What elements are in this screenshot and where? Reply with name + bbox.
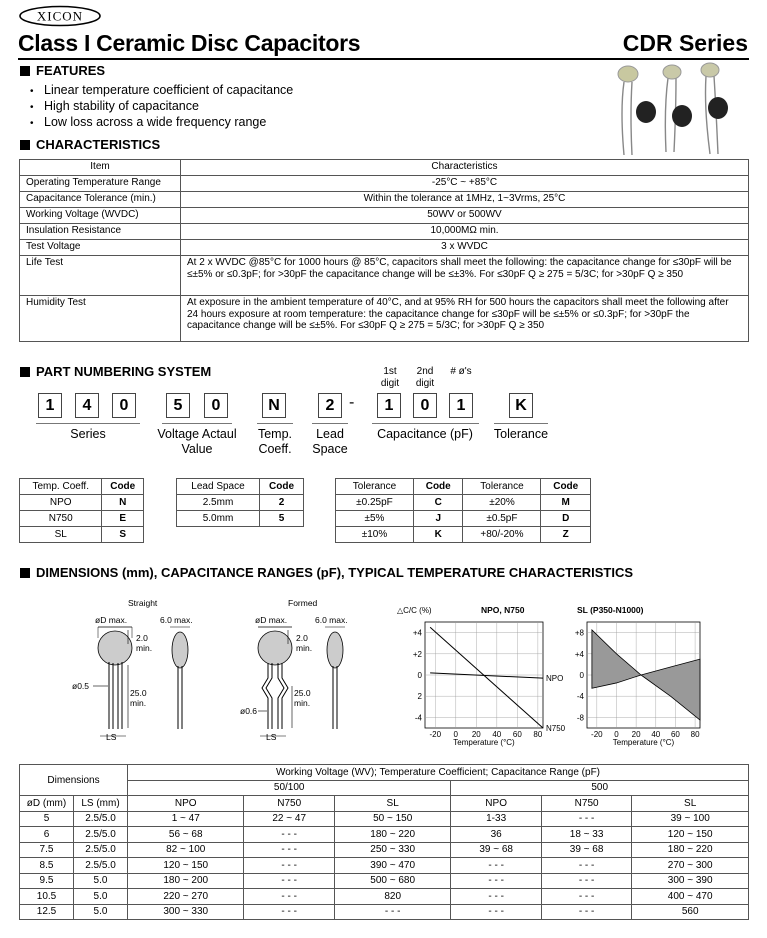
table-cell: - - - <box>541 904 631 920</box>
pn-underline <box>257 423 293 424</box>
digit-header-2nd: 2nd digit <box>415 366 435 389</box>
svg-text:LS: LS <box>266 732 277 742</box>
col-item: Item <box>20 160 181 176</box>
y-tick-label: +4 <box>574 649 584 659</box>
svg-text:min.: min. <box>296 643 313 653</box>
features-list <box>30 82 293 130</box>
dimensions-heading: DIMENSIONS (mm), CAPACITANCE RANGES (pF), TYPICAL TEMPERATURE CHARACTERISTICS <box>20 565 633 580</box>
table-cell: - - - <box>244 842 334 858</box>
table-cell: - - - <box>244 873 334 889</box>
y-tick-label: +4 <box>412 628 422 638</box>
pn-digit: 1 <box>38 393 62 418</box>
y-tick-label: +8 <box>574 628 584 638</box>
table-row: Working Voltage (WVDC) 50WV or 500WV <box>20 208 749 224</box>
table-row <box>20 811 749 827</box>
series-title: CDR Series <box>622 30 748 56</box>
table-cell: - - - <box>541 811 631 827</box>
pn-digit: 0 <box>112 393 136 418</box>
wv-header: Working Voltage (WV); Temperature Coefficient; Capacitance Range (pF) <box>128 765 749 781</box>
svg-text:min.: min. <box>294 698 311 708</box>
tolerance-code-table: Tolerance Code Tolerance Code ±0.25pF C ±20% M ±5% J ±0.5pF D ±10% K +80/-20% Z <box>335 478 591 543</box>
x-tick-label: -20 <box>429 730 442 739</box>
table-row: Operating Temperature Range -25°C ~ +85°C <box>20 176 749 192</box>
table-cell: - - - <box>451 889 541 905</box>
table-cell: 50 ~ 150 <box>334 811 450 827</box>
table-cell: 9.5 <box>20 873 74 889</box>
table-cell: - - - <box>244 904 334 920</box>
square-bullet-icon <box>20 568 30 578</box>
table-header-row <box>20 160 749 176</box>
table-cell: 22 ~ 47 <box>244 811 334 827</box>
x-tick-label: 20 <box>631 730 641 739</box>
voltage-500: 500 <box>451 780 749 796</box>
table-cell: 400 ~ 470 <box>632 889 749 905</box>
pn-digit: 0 <box>204 393 228 418</box>
pn-underline <box>36 423 140 424</box>
sl-band-area <box>592 630 700 720</box>
feature-item: • Low loss across a wide frequency range <box>30 114 293 130</box>
pn-underline <box>162 423 232 424</box>
pn-digit: 1 <box>377 393 401 418</box>
feature-item: • Linear temperature coefficient of capacitance <box>30 82 293 98</box>
series-label: N750 <box>546 724 566 733</box>
svg-text:min.: min. <box>136 643 153 653</box>
table-cell: 180 ~ 220 <box>334 827 450 843</box>
x-tick-label: 40 <box>492 730 502 739</box>
table-row: ±0.25pF C ±20% M <box>336 495 591 511</box>
pn-underline <box>494 423 548 424</box>
table-row <box>20 889 749 905</box>
table-cell: 39 ~ 68 <box>541 842 631 858</box>
x-tick-label: 60 <box>512 730 522 739</box>
pn-underline <box>372 423 479 424</box>
col-characteristics: Characteristics <box>181 160 749 176</box>
table-row: NPO N <box>20 495 144 511</box>
pn-label-lead-space: Lead Space <box>312 427 348 456</box>
dimension-diagrams <box>60 596 380 756</box>
logo-text: XICON <box>36 8 84 24</box>
table-cell: 120 ~ 150 <box>632 827 749 843</box>
od-max-label: øD max. <box>95 615 128 625</box>
table-cell: 12.5 <box>20 904 74 920</box>
characteristics-heading: CHARACTERISTICS <box>20 137 160 152</box>
x-tick-label: 80 <box>533 730 543 739</box>
capacitance-range-table: Dimensions Working Voltage (WV); Temperature Coefficient; Capacitance Range (pF) 50/100 500 øD (mm) LS (mm) NPO N750 SL NPO N750 SL 5 2.5/5.0 1 ~ 47 22 ~ 47 50 ~ 150 1-33 - - - 39 ~ 100 6 2.5/5.0 56 ~ 68 - - - 180 ~ 220 36 18 ~ 33 120 ~ 150 7.5 2.5/5.0 82 ~ 100 - - - 250 ~ 330 39 ~ 68 39 ~ 68 180 ~ 220 8.5 2.5/5.0 120 ~ 150 - - - 390 ~ 470 - - - - - - 270 ~ 300 9.5 5.0 180 ~ 200 - - - 500 ~ 680 - - - - - - 300 ~ 390 10.5 5.0 220 ~ 270 - - - 820 - - - - - - 400 ~ 470 12.5 5.0 300 ~ 330 - - - - - - - - - - - - 560 <box>19 764 749 920</box>
x-tick-label: 40 <box>651 730 661 739</box>
series-label: NPO <box>546 674 564 684</box>
digit-header-1st: 1st digit <box>380 366 400 389</box>
dimensions-header: Dimensions <box>20 765 128 796</box>
table-row <box>20 904 749 920</box>
lead-dia-formed: ø0.6 <box>240 706 258 716</box>
y-tick-label: 0 <box>579 671 584 680</box>
table-row: Test Voltage 3 x WVDC <box>20 240 749 256</box>
table-row: 5.0mm 5 <box>177 511 304 527</box>
table-cell: 250 ~ 330 <box>334 842 450 858</box>
svg-text:øD max.: øD max. <box>255 615 288 625</box>
table-row <box>20 827 749 843</box>
table-cell: - - - <box>541 889 631 905</box>
table-row <box>20 842 749 858</box>
x-tick-label: 0 <box>614 730 619 739</box>
table-cell: 5.0 <box>74 904 128 920</box>
table-cell: - - - <box>541 858 631 874</box>
table-cell: 120 ~ 150 <box>128 858 244 874</box>
table-cell: 7.5 <box>20 842 74 858</box>
characteristics-table <box>19 159 749 342</box>
table-cell: 56 ~ 68 <box>128 827 244 843</box>
table-cell: 5.0 <box>74 873 128 889</box>
table-cell: 2.5/5.0 <box>74 827 128 843</box>
lead-dia-straight: ø0.5 <box>72 681 90 691</box>
table-row: Life Test At 2 x WVDC @85°C for 1000 hours @ 85°C, capacitors shall meet the following: the capacitance change for ≤30pF will be ≤±5% or ≤0.3pF; for >30pF the capacitance change will be ≤±3%. For ≤30pF Q ≥ 275 = 5/3C; for >30pF Q ≥ 350 <box>20 256 749 296</box>
table-cell: 5.0 <box>74 889 128 905</box>
table-cell: 390 ~ 470 <box>334 858 450 874</box>
pn-digit: K <box>509 393 533 418</box>
x-tick-label: -20 <box>591 730 603 739</box>
x-tick-label: 60 <box>670 730 680 739</box>
ls-label: LS <box>106 732 117 742</box>
square-bullet-icon <box>20 140 30 150</box>
table-cell: 18 ~ 33 <box>541 827 631 843</box>
table-cell: 300 ~ 390 <box>632 873 749 889</box>
x-axis-label: Temperature (°C) <box>612 738 675 747</box>
x-axis-label: Temperature (°C) <box>453 738 515 747</box>
y-tick-label: -8 <box>576 713 584 723</box>
y-tick-label: 2 <box>417 692 422 702</box>
y-tick-label: 0 <box>417 671 422 680</box>
table-cell: 10.5 <box>20 889 74 905</box>
table-row: 2.5mm 2 <box>177 495 304 511</box>
npo-n750-chart <box>397 605 566 747</box>
chart-title: NPO, N750 <box>481 605 525 615</box>
pn-digit: N <box>262 393 286 418</box>
table-cell: 560 <box>632 904 749 920</box>
svg-text:2.0: 2.0 <box>296 633 308 643</box>
table-cell: - - - <box>244 858 334 874</box>
table-cell: 820 <box>334 889 450 905</box>
thick-max-label: 6.0 max. <box>160 615 193 625</box>
page-title: Class I Ceramic Disc Capacitors <box>18 30 361 56</box>
table-cell: 500 ~ 680 <box>334 873 450 889</box>
temperature-charts <box>395 602 755 752</box>
table-row: Capacitance Tolerance (min.) Within the tolerance at 1MHz, 1~3Vrms, 25°C <box>20 192 749 208</box>
pn-digit: 4 <box>75 393 99 418</box>
x-tick-label: 80 <box>690 730 700 739</box>
sl-chart <box>575 605 700 747</box>
pn-digit: 5 <box>166 393 190 418</box>
formed-label: Formed <box>288 598 318 608</box>
capacitors-photo <box>606 60 756 160</box>
pn-underline <box>312 423 348 424</box>
table-cell: 39 ~ 68 <box>451 842 541 858</box>
square-bullet-icon <box>20 367 30 377</box>
pn-digit: 1 <box>449 393 473 418</box>
table-cell: 36 <box>451 827 541 843</box>
table-cell: - - - <box>451 873 541 889</box>
y-tick-label: -4 <box>414 713 422 723</box>
pn-label-temp-coeff: Temp. Coeff. <box>257 427 293 456</box>
table-row: SL S <box>20 527 144 543</box>
table-cell: 220 ~ 270 <box>128 889 244 905</box>
y-axis-label: △C/C (%) <box>397 606 432 615</box>
table-row: ±5% J ±0.5pF D <box>336 511 591 527</box>
table-cell: 8.5 <box>20 858 74 874</box>
table-cell: 1-33 <box>451 811 541 827</box>
table-row: Insulation Resistance 10,000MΩ min. <box>20 224 749 240</box>
table-cell: 300 ~ 330 <box>128 904 244 920</box>
pn-label-capacitance: Capacitance (pF) <box>377 427 473 441</box>
svg-text:2.0: 2.0 <box>136 633 148 643</box>
table-cell: - - - <box>451 858 541 874</box>
y-tick-label: +2 <box>412 649 422 659</box>
chart-title: SL (P350-N1000) <box>577 605 644 615</box>
table-row <box>20 858 749 874</box>
xicon-logo <box>18 5 102 27</box>
svg-text:min.: min. <box>130 698 147 708</box>
x-tick-label: 0 <box>453 730 459 739</box>
table-cell: 180 ~ 200 <box>128 873 244 889</box>
temp-coeff-code-table: Temp. Coeff. Code NPO N N750 E SL S <box>19 478 144 543</box>
part-numbering-heading: PART NUMBERING SYSTEM <box>20 364 211 379</box>
svg-text:25.0: 25.0 <box>294 688 311 698</box>
svg-text:6.0 max.: 6.0 max. <box>315 615 348 625</box>
features-heading: FEATURES <box>20 63 105 78</box>
table-cell: 2.5/5.0 <box>74 842 128 858</box>
table-row: N750 E <box>20 511 144 527</box>
table-cell: - - - <box>451 904 541 920</box>
table-cell: 6 <box>20 827 74 843</box>
pn-label-voltage: Voltage Actaul Value <box>157 427 237 456</box>
table-cell: 270 ~ 300 <box>632 858 749 874</box>
table-cell: 180 ~ 220 <box>632 842 749 858</box>
y-tick-label: -4 <box>576 692 584 702</box>
table-row: Humidity Test At exposure in the ambient temperature of 40°C, and at 95% RH for 500 hours the capacitors shall meet the following after 24 hours exposure at room temperature: the capacitance change for ≤30pF will be ≤±5% or ≤0.3pF; for >30pF the capacitance change will be ≤±5%. For ≤30pF Q ≥ 275 = 5/3C; for >30pF Q ≥ 350 <box>20 296 749 342</box>
pn-digit: 2 <box>318 393 342 418</box>
pn-digit: 0 <box>413 393 437 418</box>
table-cell: - - - <box>244 827 334 843</box>
straight-label: Straight <box>128 598 158 608</box>
table-row: ±10% K +80/-20% Z <box>336 527 591 543</box>
table-cell: - - - <box>541 873 631 889</box>
x-tick-label: 20 <box>471 730 481 739</box>
svg-text:25.0: 25.0 <box>130 688 147 698</box>
pn-label-series: Series <box>70 427 106 441</box>
voltage-50-100: 50/100 <box>128 780 451 796</box>
table-cell: - - - <box>334 904 450 920</box>
table-row <box>20 873 749 889</box>
table-cell: 2.5/5.0 <box>74 811 128 827</box>
table-cell: 82 ~ 100 <box>128 842 244 858</box>
table-cell: 1 ~ 47 <box>128 811 244 827</box>
pn-label-tolerance: Tolerance <box>493 427 549 441</box>
pn-dash: - <box>349 394 355 411</box>
lead-space-code-table: Lead Space Code 2.5mm 2 5.0mm 5 <box>176 478 304 527</box>
table-cell: - - - <box>244 889 334 905</box>
table-cell: 5 <box>20 811 74 827</box>
feature-item: • High stability of capacitance <box>30 98 293 114</box>
square-bullet-icon <box>20 66 30 76</box>
table-cell: 39 ~ 100 <box>632 811 749 827</box>
digit-header-count: # ø's <box>450 366 472 377</box>
table-cell: 2.5/5.0 <box>74 858 128 874</box>
